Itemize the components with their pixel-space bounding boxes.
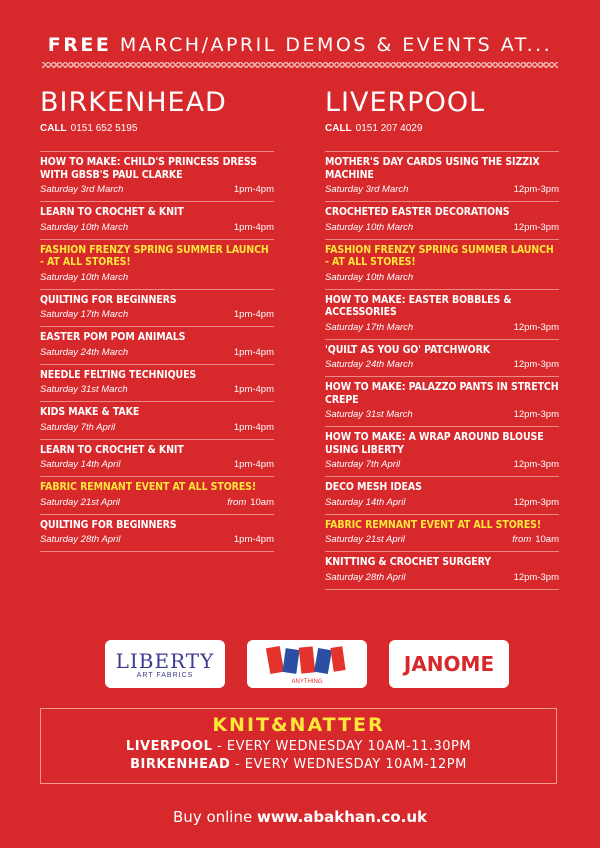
event-item <box>40 477 274 515</box>
event-item <box>325 152 559 202</box>
event-time-prefix: from <box>512 534 532 545</box>
event-date: Saturday 17th March <box>40 309 129 320</box>
partner-logos <box>105 640 509 690</box>
event-item <box>40 152 274 202</box>
event-item <box>325 290 559 340</box>
event-title: DECO MESH IDEAS <box>325 481 422 493</box>
event-time-value: 1pm-4pm <box>233 421 274 433</box>
event-title: FABRIC REMNANT EVENT AT ALL STORES! <box>325 518 542 531</box>
event-item <box>40 365 274 403</box>
event-time-value: 12pm-3pm <box>513 571 559 583</box>
event-time <box>234 222 274 234</box>
event-item <box>325 377 559 427</box>
call-label: CALL <box>40 123 67 134</box>
event-title: QUILTING FOR BEGINNERS <box>40 518 177 531</box>
liverpool-title: LIVERPOOL <box>325 87 486 118</box>
event-details <box>40 347 274 359</box>
knit-city: BIRKENHEAD <box>130 757 231 772</box>
event-date: Saturday 14th April <box>40 459 121 470</box>
event-date: Saturday 7th April <box>325 459 401 470</box>
liberty-logo-sub: ART FABRICS <box>136 671 194 679</box>
event-title: HOW TO MAKE: PALAZZO PANTS IN STRETCH CREPE <box>325 381 559 406</box>
event-time <box>514 459 559 471</box>
liberty-logo-text: LIBERTY <box>115 648 215 673</box>
event-date: Saturday 24th March <box>40 346 129 358</box>
event-item <box>40 327 274 365</box>
event-time-value: 12pm-3pm <box>513 359 559 370</box>
event-date: Saturday 3rd March <box>325 184 409 195</box>
event-date: Saturday 3rd March <box>40 184 124 195</box>
knit-natter-box <box>40 708 557 784</box>
event-time <box>514 409 559 421</box>
liverpool-phone <box>325 123 559 134</box>
event-details <box>40 222 274 234</box>
event-date: Saturday 24th March <box>325 359 414 370</box>
knit-city: LIVERPOOL <box>125 739 213 754</box>
event-title: HOW TO MAKE: A WRAP AROUND BLOUSE USING LIBERTY <box>325 431 544 456</box>
liverpool-events <box>325 151 559 590</box>
sew-anything-logo[interactable] <box>247 640 367 688</box>
event-time <box>514 222 559 234</box>
birkenhead-events <box>40 151 274 552</box>
event-time <box>234 309 274 321</box>
liverpool-column <box>325 88 559 590</box>
event-date: Saturday 17th March <box>325 321 414 333</box>
call-label: CALL <box>325 123 352 134</box>
event-details <box>325 497 559 509</box>
event-time-value: 1pm-4pm <box>233 459 274 470</box>
event-time <box>227 497 274 509</box>
event-time-value: 1pm-4pm <box>233 184 274 195</box>
event-time <box>514 322 559 334</box>
free-label: FREE <box>47 34 112 56</box>
zigzag-divider <box>42 62 558 68</box>
event-date: Saturday 21st April <box>40 496 120 508</box>
event-details <box>40 272 274 284</box>
event-item <box>40 290 274 328</box>
event-time-value: 1pm-4pm <box>233 384 274 395</box>
event-item <box>325 340 559 378</box>
event-title: FASHION FRENZY SPRING SUMMER LAUNCH - AT ALL STORES! <box>325 243 554 268</box>
event-time <box>234 534 274 546</box>
header-title: MARCH/APRIL DEMOS & EVENTS AT... <box>119 34 553 56</box>
event-time-value: 10am <box>250 496 274 508</box>
event-date: Saturday 31st March <box>40 384 128 395</box>
event-title: NEEDLE FELTING TECHNIQUES <box>40 368 197 381</box>
event-title: KIDS MAKE & TAKE <box>40 406 140 418</box>
event-details <box>40 497 274 509</box>
event-time-value: 12pm-3pm <box>513 496 559 508</box>
knit-schedule: - EVERY WEDNESDAY 10AM-12PM <box>230 757 467 772</box>
event-item <box>325 477 559 515</box>
event-time <box>234 422 274 434</box>
event-details <box>325 409 559 421</box>
event-date: Saturday 14th April <box>325 496 406 508</box>
event-title: HOW TO MAKE: CHILD'S PRINCESS DRESS WITH GBSB'S PAUL CLARKE <box>40 156 257 181</box>
knit-natter-liverpool <box>41 739 556 754</box>
sew-anything-sub: ANYTHING <box>291 679 323 685</box>
event-time <box>234 459 274 471</box>
event-time-prefix: from <box>227 496 247 508</box>
event-time-value: 1pm-4pm <box>233 221 274 233</box>
event-details <box>325 534 559 546</box>
page-header <box>0 34 600 56</box>
event-time <box>234 184 274 196</box>
event-date: Saturday 10th March <box>325 221 414 233</box>
event-title: EASTER POM POM ANIMALS <box>40 331 186 343</box>
event-details <box>40 459 274 471</box>
event-title: LEARN TO CROCHET & KNIT <box>40 443 184 456</box>
footer-prefix: Buy online <box>173 808 257 826</box>
event-title: QUILTING FOR BEGINNERS <box>40 293 177 306</box>
event-title: 'QUILT AS YOU GO' PATCHWORK <box>325 343 491 356</box>
event-details <box>325 459 559 471</box>
event-item <box>325 240 559 290</box>
sew-anything-logo-graphic <box>264 643 350 683</box>
knit-natter-birkenhead <box>41 757 556 772</box>
event-title: KNITTING & CROCHET SURGERY <box>325 556 492 568</box>
event-item <box>325 552 559 590</box>
event-item <box>325 202 559 240</box>
knit-natter-title: KNIT&NATTER <box>212 714 385 736</box>
event-date: Saturday 10th March <box>40 271 129 283</box>
event-time <box>514 497 559 509</box>
event-item <box>40 515 274 553</box>
event-title: HOW TO MAKE: EASTER BOBBLES & ACCESSORIES <box>325 293 512 318</box>
event-details <box>325 184 559 196</box>
event-time-value: 12pm-3pm <box>513 321 559 333</box>
event-date: Saturday 31st March <box>325 409 413 420</box>
event-item <box>40 202 274 240</box>
website-link[interactable]: www.abakhan.co.uk <box>256 808 427 826</box>
birkenhead-title: BIRKENHEAD <box>40 87 227 118</box>
event-time-value: 1pm-4pm <box>233 534 274 545</box>
event-details <box>325 572 559 584</box>
liberty-logo[interactable] <box>105 640 225 688</box>
event-item <box>40 240 274 290</box>
janome-logo[interactable]: JANOME <box>389 640 509 688</box>
event-details <box>325 322 559 334</box>
birkenhead-phone <box>40 123 274 134</box>
event-item <box>40 440 274 478</box>
phone-number: 0151 207 4029 <box>355 123 423 134</box>
event-item <box>325 427 559 477</box>
event-time-value: 1pm-4pm <box>233 309 274 320</box>
event-time <box>514 359 559 371</box>
event-details <box>40 422 274 434</box>
event-item <box>325 515 559 553</box>
event-details <box>40 309 274 321</box>
phone-number: 0151 652 5195 <box>70 123 138 134</box>
event-date: Saturday 28th April <box>40 534 121 545</box>
event-title: LEARN TO CROCHET & KNIT <box>40 206 184 218</box>
event-time-value: 12pm-3pm <box>513 184 559 195</box>
event-time <box>514 572 559 584</box>
event-details <box>325 272 559 284</box>
event-details <box>40 384 274 396</box>
event-time <box>514 184 559 196</box>
event-date: Saturday 28th April <box>325 571 406 583</box>
event-details <box>325 359 559 371</box>
event-time <box>234 384 274 396</box>
event-time <box>512 534 559 546</box>
event-time-value: 10am <box>535 534 559 545</box>
event-details <box>40 534 274 546</box>
footer <box>0 808 600 826</box>
event-title: FASHION FRENZY SPRING SUMMER LAUNCH - AT ALL STORES! <box>40 243 269 268</box>
event-title: FABRIC REMNANT EVENT AT ALL STORES! <box>40 481 257 493</box>
event-title: CROCHETED EASTER DECORATIONS <box>325 206 510 218</box>
event-date: Saturday 7th April <box>40 421 116 433</box>
event-details <box>325 222 559 234</box>
birkenhead-column <box>40 88 274 552</box>
event-date: Saturday 10th March <box>40 221 129 233</box>
event-time-value: 12pm-3pm <box>513 221 559 233</box>
event-title: MOTHER'S DAY CARDS USING THE SIZZIX MACHINE <box>325 156 540 181</box>
event-time <box>234 347 274 359</box>
event-time-value: 12pm-3pm <box>513 459 559 470</box>
event-date: Saturday 10th March <box>325 271 414 283</box>
event-time-value: 12pm-3pm <box>513 409 559 420</box>
event-date: Saturday 21st April <box>325 534 405 545</box>
knit-schedule: - EVERY WEDNESDAY 10AM-11.30PM <box>212 739 472 754</box>
event-time-value: 1pm-4pm <box>233 346 274 358</box>
event-item <box>40 402 274 440</box>
event-details <box>40 184 274 196</box>
